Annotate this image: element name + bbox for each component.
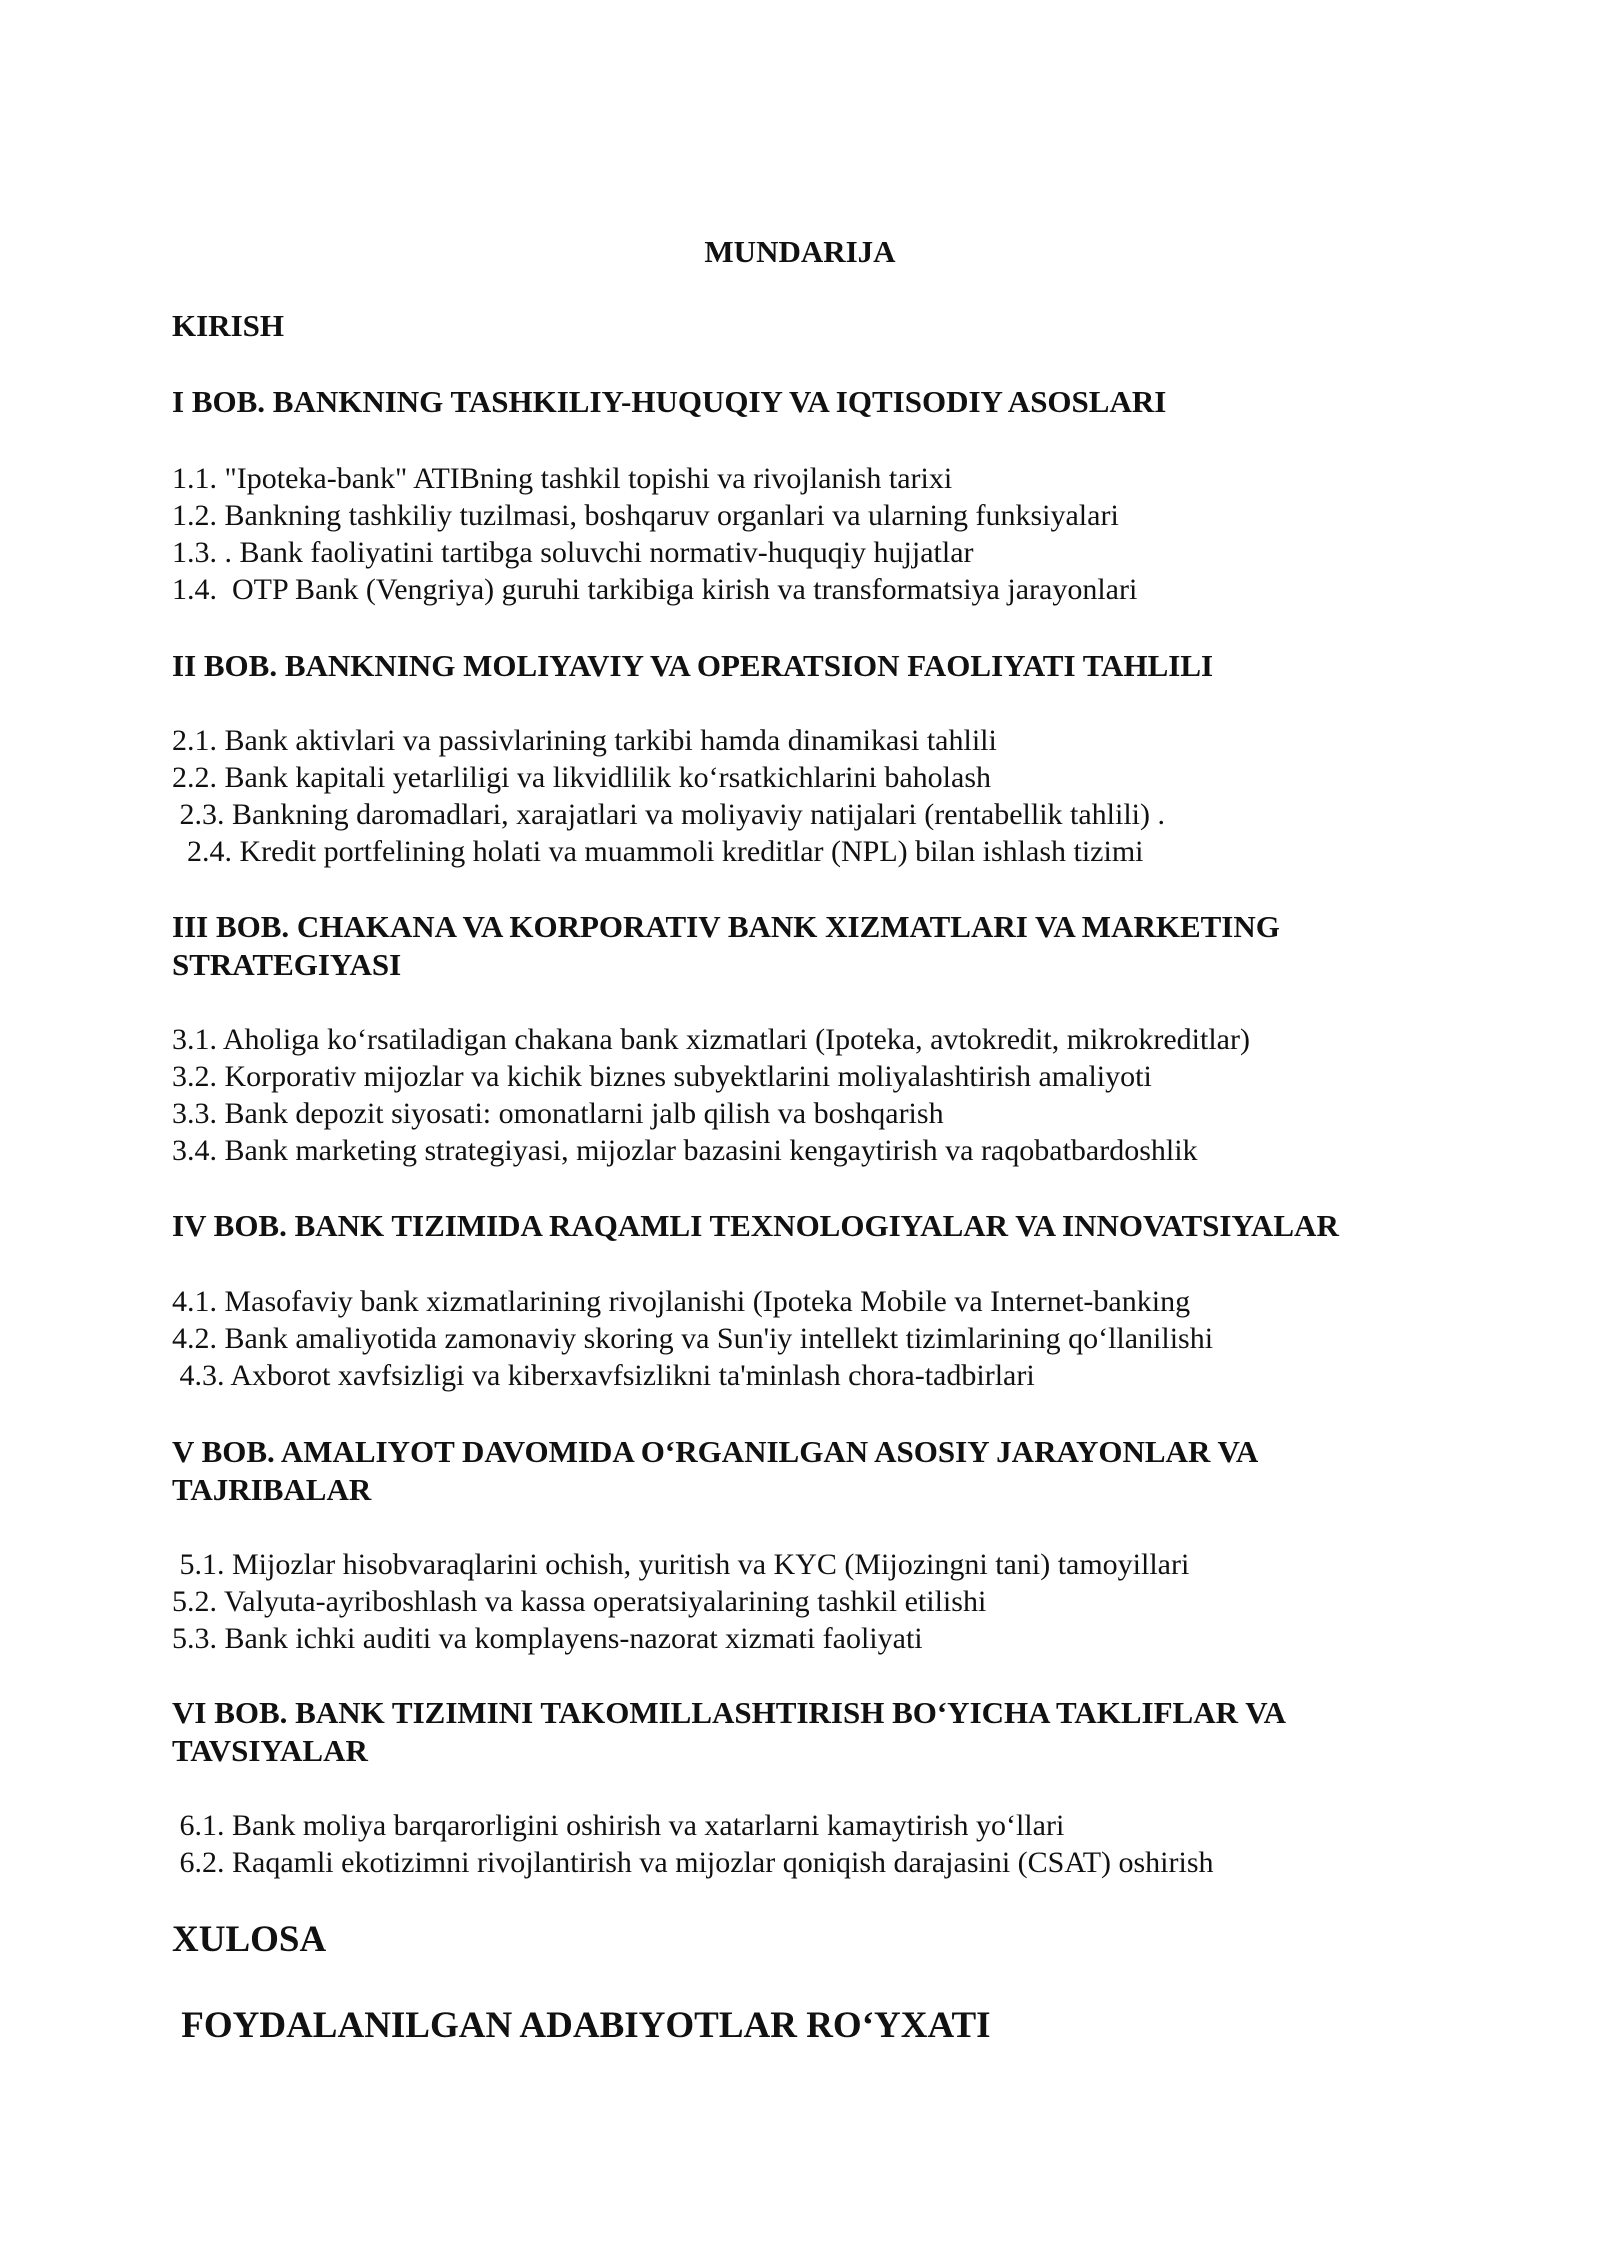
chapter-heading: III BOB. CHAKANA VA KORPORATIV BANK XIZMATLARI VA MARKETING [172, 909, 1280, 944]
toc-item: 1.3. . Bank faoliyatini tartibga soluvchi normativ-huquqiy hujjatlar [172, 536, 974, 569]
chapter-heading: V BOB. AMALIYOT DAVOMIDA O‘RGANILGAN ASOSIY JARAYONLAR VA [172, 1434, 1259, 1469]
chapter-heading-cont: TAJRIBALAR [172, 1472, 372, 1507]
toc-item: 6.2. Raqamli ekotizimni rivojlantirish va mijozlar qoniqish darajasini (CSAT) oshirish [172, 1846, 1214, 1879]
chapter-heading-cont: STRATEGIYASI [172, 947, 402, 982]
chapter-6 [172, 1694, 1286, 1770]
chapter-heading: VI BOB. BANK TIZIMINI TAKOMILLASHTIRISH BO‘YICHA TAKLIFLAR VA [172, 1695, 1286, 1730]
chapter-5-items [172, 1546, 1189, 1657]
toc-item: 6.1. Bank moliya barqarorligini oshirish va xatarlarni kamaytirish yo‘llari [172, 1809, 1065, 1842]
toc-item: 1.2. Bankning tashkiliy tuzilmasi, boshqaruv organlari va ularning funksiyalari [172, 499, 1119, 532]
chapter-heading-cont: TAVSIYALAR [172, 1733, 368, 1768]
toc-item: 1.4. OTP Bank (Vengriya) guruhi tarkibiga kirish va transformatsiya jarayonlari [172, 573, 1138, 606]
page-title: MUNDARIJA [704, 234, 896, 269]
toc-item: 2.1. Bank aktivlari va passivlarining tarkibi hamda dinamikasi tahlili [172, 724, 997, 757]
toc-item: 2.3. Bankning daromadlari, xarajatlari va moliyaviy natijalari (rentabellik tahlili) . [172, 798, 1166, 831]
chapter-4-items [172, 1283, 1213, 1394]
chapter-2 [172, 647, 1213, 685]
conclusion-heading: XULOSA [172, 1919, 327, 1960]
toc-item: 4.1. Masofaviy bank xizmatlarining rivojlanishi (Ipoteka Mobile va Internet-banking [172, 1285, 1191, 1318]
chapter-6-items [172, 1807, 1214, 1881]
toc-item: 4.2. Bank amaliyotida zamonaviy skoring va Sun'iy intellekt tizimlarining qo‘llanilishi [172, 1322, 1214, 1355]
chapter-3-items [172, 1021, 1250, 1169]
toc-item: 1.1. "Ipoteka-bank" ATIBning tashkil topishi va rivojlanish tarixi [172, 462, 953, 495]
chapter-heading: IV BOB. BANK TIZIMIDA RAQAMLI TEXNOLOGIYALAR VA INNOVATSIYALAR [172, 1208, 1339, 1243]
toc-item: 3.1. Aholiga ko‘rsatiladigan chakana bank xizmatlari (Ipoteka, avtokredit, mikrokreditlar) [172, 1023, 1250, 1056]
chapter-3 [172, 908, 1280, 984]
chapter-heading: II BOB. BANKNING MOLIYAVIY VA OPERATSION FAOLIYATI TAHLILI [172, 648, 1214, 683]
chapter-1 [172, 383, 1166, 421]
conclusion [172, 1918, 326, 1962]
intro-heading [172, 307, 284, 345]
references-heading: FOYDALANILGAN ADABIYOTLAR RO‘YXATI [172, 2005, 991, 2046]
chapter-heading: I BOB. BANKNING TASHKILIY-HUQUQIY VA IQTISODIY ASOSLARI [172, 384, 1167, 419]
toc-item: 3.4. Bank marketing strategiyasi, mijozlar bazasini kengaytirish va raqobatbardoshlik [172, 1134, 1198, 1167]
toc-item: 5.3. Bank ichki auditi va komplayens-nazorat xizmati faoliyati [172, 1622, 923, 1655]
toc-item: 2.2. Bank kapitali yetarliligi va likvidlilik ko‘rsatkichlarini baholash [172, 761, 991, 794]
toc-item: 5.2. Valyuta-ayriboshlash va kassa operatsiyalarining tashkil etilishi [172, 1585, 987, 1618]
toc-item: 4.3. Axborot xavfsizligi va kiberxavfsizlikni ta'minlash chora-tadbirlari [172, 1359, 1035, 1392]
toc-item: 3.3. Bank depozit siyosati: omonatlarni jalb qilish va boshqarish [172, 1097, 944, 1130]
references [172, 2004, 991, 2048]
chapter-2-items [172, 722, 1165, 870]
chapter-1-items [172, 460, 1137, 608]
intro-label: KIRISH [172, 308, 284, 343]
toc-item: 5.1. Mijozlar hisobvaraqlarini ochish, yuritish va KYC (Mijozingni tani) tamoyillari [172, 1548, 1190, 1581]
toc-item: 3.2. Korporativ mijozlar va kichik biznes subyektlarini moliyalashtirish amaliyoti [172, 1060, 1152, 1093]
chapter-5 [172, 1433, 1258, 1509]
toc-item: 2.4. Kredit portfelining holati va muammoli kreditlar (NPL) bilan ishlash tizimi [172, 835, 1144, 868]
chapter-4 [172, 1207, 1339, 1245]
